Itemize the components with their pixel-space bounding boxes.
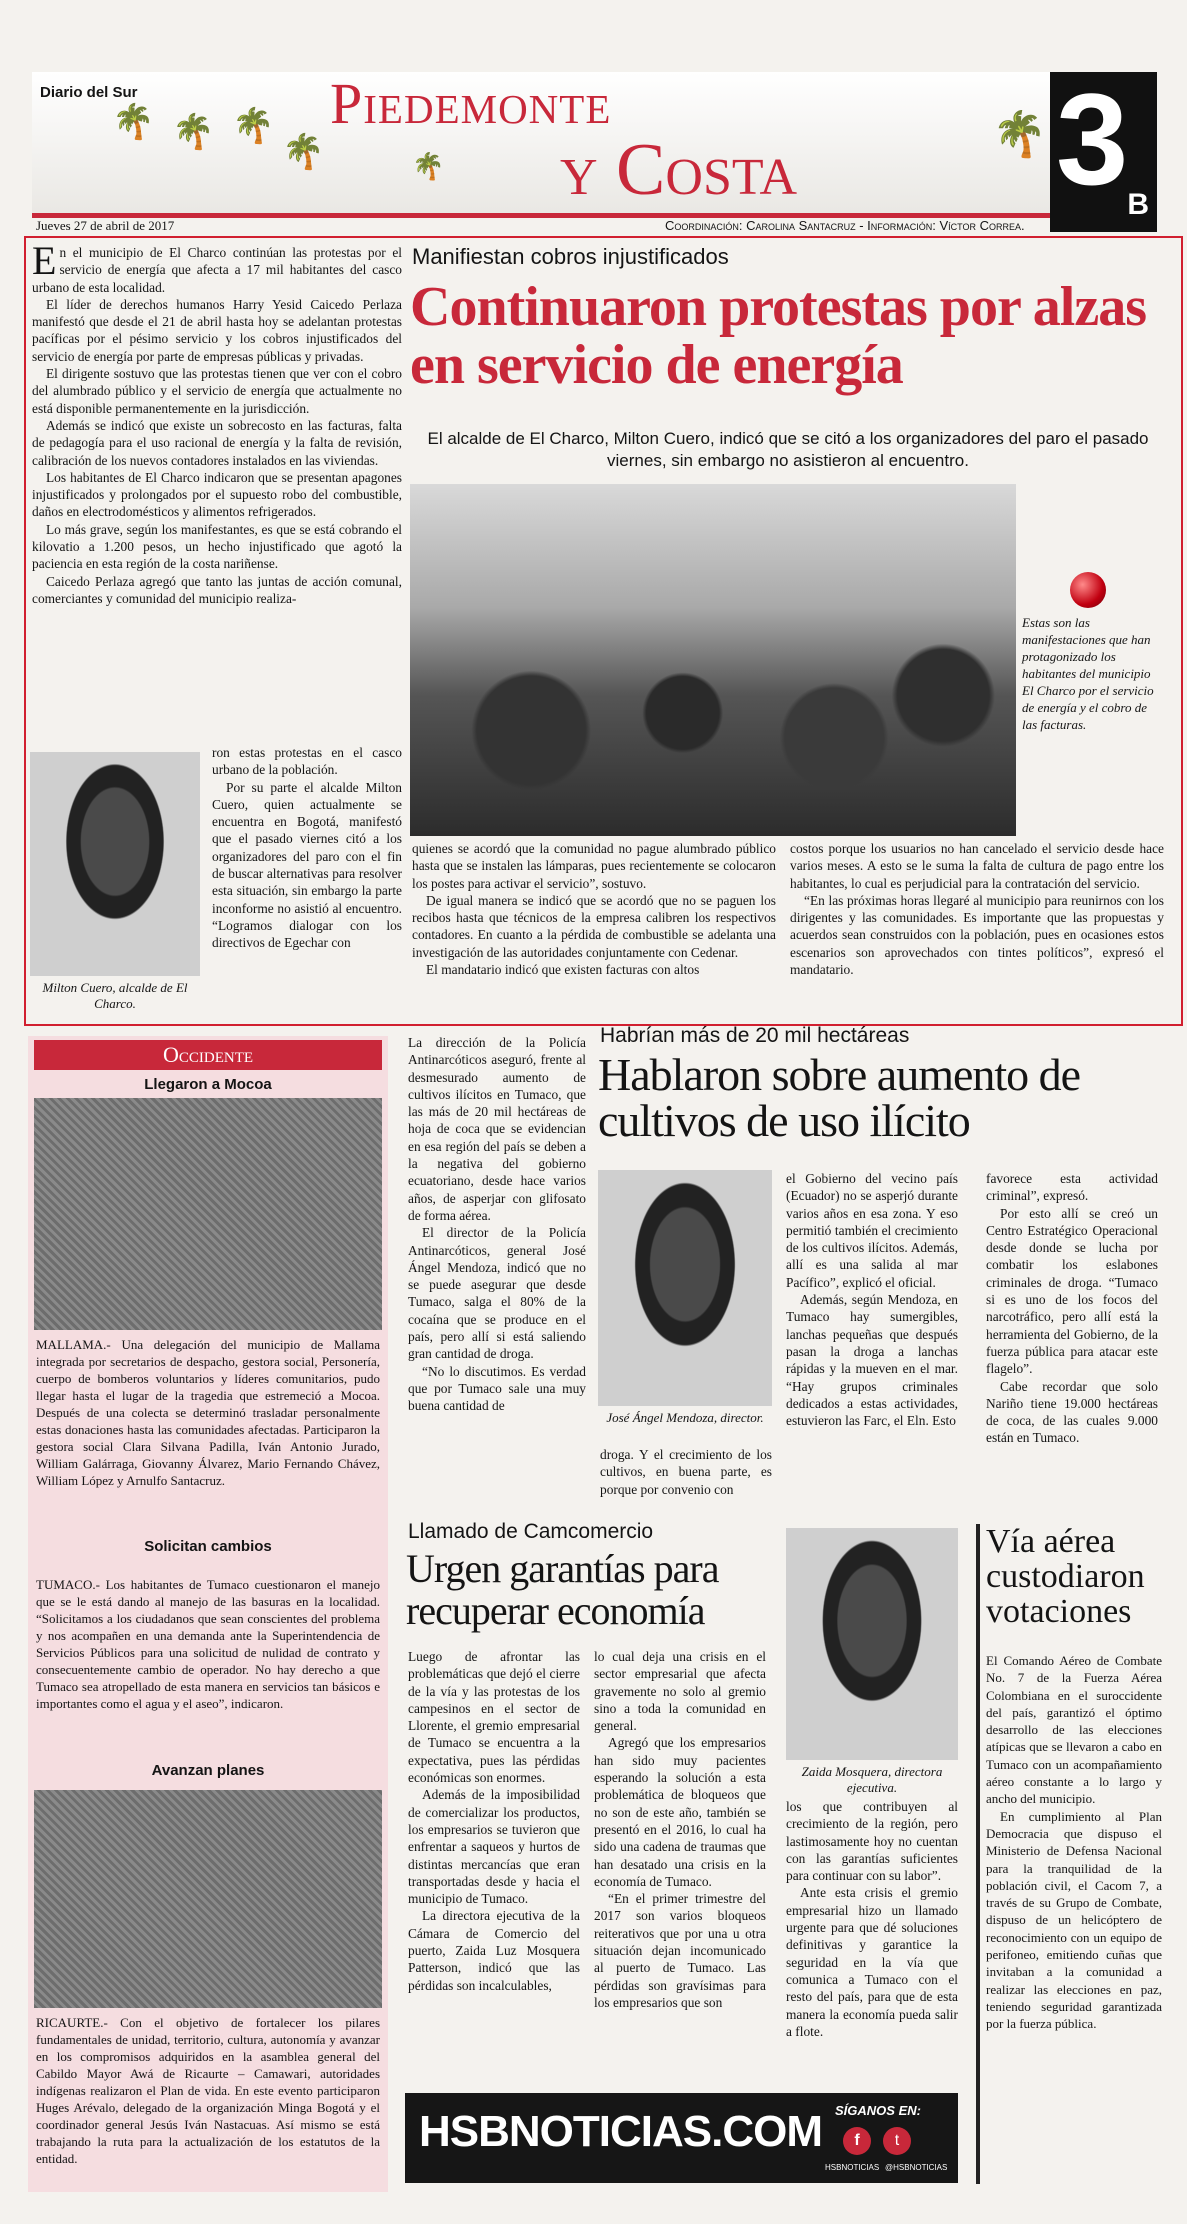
- palm-tree-icon: 🌴: [112, 104, 155, 141]
- page-number-block: [1050, 66, 1157, 232]
- newspaper-name: Diario del Sur: [40, 84, 138, 101]
- story4-body: El Comando Aéreo de Combate No. 7 de la Fuerza Aérea Colombiana en el suroccidente del país, garantizó el óptimo desarrollo de las elecciones atípicas que se llevaron a cabo en Tumaco con un acompañamiento aéreo constante a lo largo y ancho del municipio. En cumplimiento al Plan Democracia que dispuso el Ministerio de Defensa Nacional para la tranquilidad de la población civil, el Cacom 7, a través de su Grupo de Combate, dispuso de un helicóptero de reconocimiento con un equipo de perifoneo, emitiendo cuñas que invitaban a la comunidad a realizar las elecciones en paz, teniendo seguridad garantizada por la fuerza pública.: [986, 1653, 1162, 2032]
- story2-col1: La dirección de la Policía Antinarcóticos aseguró, frente al desmesurado aumento de cultivos ilícitos en Tumaco, que las más de 20 mil hectáreas de hoja de coca que se evidencian en esa región del país se deben a la negativa del gobierno ecuatoriano, desde hace varios años, de asperjar con glifosato de forma aérea. El director de la Policía Antinarcóticos, general José Ángel Mendoza, indicó que no se puede asegurar que desde Tumaco, salga el 80% de la cocaína que se produce en el país, pero allí si está saliendo gran cantidad de droga. “No lo discutimos. Es verdad que por Tumaco sale una muy buena cantidad de: [408, 1035, 586, 1414]
- story3-headline: Urgen garantías para recuperar economía: [406, 1546, 719, 1633]
- s3-title: Avanzan planes: [151, 1762, 265, 1779]
- portrait-caption: Milton Cuero, alcalde de El Charco.: [42, 980, 188, 1011]
- issue-date: Jueves 27 de abril de 2017: [36, 218, 175, 233]
- lead-body-narrow: ron estas protestas en el casco urbano de la población. Por su parte el alcalde Milton Cuero, quien actualmente se encuentra en Bogotá, manifestó que el pasado viernes citó a los organizadores del paro con el fin de buscar alternativas para resolver esta situación, sin embargo la parte inconforme no asistió al encuentro. “Logramos dialogar con los directivos de Egechar con: [212, 745, 402, 951]
- lead-kicker: Manifiestan cobros injustificados: [412, 244, 729, 269]
- s1-body: MALLAMA.- Una delegación del municipio de Mallama integrada por secretarios de despacho, gestora social, Personería, cuerpo de bomberos voluntarios y líderes comunitarios, pudo llegar hasta el lugar de la tragedia que estremeció a Mocoa. Después de una colecta se determinó trasladar personalmente estas donaciones hasta las comunidades afectadas. Participaron la gestora social Clara Silvana Padilla, Iván Antonio Jurado, William Galárraga, Giovanny Álvarez, Mario Fernando Chávez, William López y Arnulfo Santacruz.: [36, 1337, 380, 1488]
- palm-tree-icon: 🌴: [282, 134, 325, 171]
- red-bullet-icon: [1070, 572, 1106, 608]
- ricaurte-photo: [34, 1790, 382, 2008]
- ad-handle-1: HSBNOTICIAS: [825, 2163, 880, 2172]
- milton-cuero-portrait: [30, 752, 200, 976]
- photo-caption: Estas son las manifestaciones que han protagonizado los habitantes del municipio El Charco por el servicio de energía y el cobro de las facturas.: [1022, 615, 1154, 732]
- palm-tree-icon: 🌴: [232, 108, 275, 145]
- section-title-line2: y Costa: [560, 129, 798, 211]
- s2-body: TUMACO.- Los habitantes de Tumaco cuestionaron el manejo que se le está dando al manejo de las basuras en la localidad. “Solicitamos a los ciudadanos que sean conscientes del problema y nos acompañen en una demanda ante la Superintendencia de Servicios Públicos para una solicitud de nulidad de contrato y consecuentemente cambio de operador. No hay derecho a que Tumaco sea atropellado de esta manera en servicios tan básicos e importantes como el agua y el aseo”, indicaron.: [36, 1577, 380, 1711]
- story4-rule: [976, 1524, 980, 2184]
- s2-title: Solicitan cambios: [144, 1538, 272, 1555]
- lead-deck: El alcalde de El Charco, Milton Cuero, indicó que se citó a los organizadores del paro el pasado viernes, sin embargo no asistieron al encuentro.: [427, 429, 1149, 470]
- occidente-section-title: Occidente: [34, 1040, 382, 1070]
- story2-col3: el Gobierno del vecino país (Ecuador) no se asperjó durante varios años en esa zona. Y eso permitió también el crecimiento de los cultivos ilícitos. Además, allí es una salida al mar Pacífico”, explicó el oficial. Además, según Mendoza, en Tumaco hay sumergibles, lanchas pequeñas que después pasan la droga a lanchas rápidas y la mueven en el mar. “Hay grupos criminales dedicados a estas actividades, estuvieron las Farc, el Eln. Esto: [786, 1171, 958, 1429]
- zaida-portrait: [786, 1528, 958, 1760]
- palm-tree-icon: 🌴: [992, 110, 1047, 159]
- lead-body-mid: quienes se acordó que la comunidad no pague alumbrado público hasta que se instalen las lámparas, pues recientemente se colocaron los postes para activar el servicio”, sostuvo. De igual manera se indicó que se acordó que no se paguen los recibos hasta que técnicos de la empresa calibren los respectivos contadores. En cuanto a la pérdida de combustible se adelanta una investigación de las autoridades conjuntamente con Cedenar. El mandatario indicó que existen facturas con altos: [412, 841, 776, 978]
- story3-kicker: Llamado de Camcomercio: [408, 1520, 654, 1543]
- page-number: 3: [1056, 66, 1129, 212]
- zaida-caption: Zaida Mosquera, directora ejecutiva.: [801, 1764, 943, 1795]
- story2-headline: Hablaron sobre aumento de cultivos de uso ilícito: [598, 1049, 1081, 1146]
- ad-handle-2: @HSBNOTICIAS: [885, 2163, 948, 2172]
- mocoa-photo: [34, 1098, 382, 1330]
- ad-follow-label: SÍGANOS EN:: [835, 2103, 921, 2118]
- palm-tree-icon: 🌴: [172, 114, 215, 151]
- hsb-noticias-ad[interactable]: [405, 2093, 958, 2183]
- story4-headline: Vía aérea custodiaron votaciones: [986, 1523, 1145, 1630]
- lead-body-left: En el municipio de El Charco continúan las protestas por el servicio de energía que afecta a 17 mil habitantes del casco urbano de esta localidad. El líder de derechos humanos Harry Yesid Caicedo Perlaza manifestó que desde el 21 de abril hasta hoy se adelantan protestas pacíficas por el pésimo servicio y los cobros injustificados del servicio de energía por parte de empresas públicas y privadas. El dirigente sostuvo que las protestas tienen que ver con el cobro del alumbrado público y el servicio de energía que actualmente no está disponible permanentemente en la jurisdicción. Además se indicó que existe un sobrecosto en las facturas, falta de pedagogía para el uso racional de energía y la falta de revisión, calibración de los nuevos contadores instalados en las viviendas. Los habitantes de El Charco indicaron que se presentan apagones injustificados y prolongados por el supuesto robo del combustible, daños en electrodomésticos y alimentos refrigerados. Lo más grave, según los manifestantes, es que se está cobrando el kilovatio a 1.200 pesos, un hecho injustificado que agotó la paciencia en esta región de la costa nariñense. Caicedo Perlaza agregó que tanto las juntas de acción comunal, comerciantes y comunidad del municipio realiza-: [32, 238, 402, 606]
- story2-col4: favorece esta actividad criminal”, expresó. Por esto allí se creó un Centro Estratégico Operacional desde donde se lucha por combatir los eslabones criminales de droga. “Tumaco si es uno de los focos del narcotráfico, pero allí está la herramienta del Gobierno, de la fuerza pública para atacar este flagelo”. Cabe recordar que solo Nariño tiene 19.000 hectáreas de coca, de las cuales 9.000 están en Tumaco.: [986, 1171, 1158, 1446]
- facebook-icon[interactable]: f: [843, 2127, 871, 2155]
- story3-col2: lo cual deja una crisis en el sector empresarial que afecta gravemente no solo al gremio sino a toda la comunidad en general. Agregó que los empresarios han sido muy pacientes esperando la solución a esta problemática de bloqueos que no son de este año, también se presentó en el 2016, lo cual ha sido una cadena de traumas que han desatado una crisis en la economía de Tumaco. “En el primer trimestre del 2017 son varios bloqueos reiterativos que por una u otra situación dejan incomunicado al puerto de Tumaco. Las pérdidas son gravísimas para los empresarios que son: [594, 1649, 766, 2010]
- palm-tree-icon: 🌴: [412, 152, 445, 181]
- credits-line: Coordinación: Carolina Santacruz - Información: Víctor Correa.: [665, 218, 1025, 233]
- s1-title: Llegaron a Mocoa: [144, 1076, 272, 1093]
- story2-kicker: Habrían más de 20 mil hectáreas: [600, 1024, 910, 1047]
- twitter-icon[interactable]: t: [883, 2127, 911, 2155]
- ad-logo: HSBNOTICIAS.COM: [419, 2107, 822, 2156]
- mendoza-portrait: [598, 1170, 772, 1406]
- mendoza-caption: José Ángel Mendoza, director.: [606, 1410, 764, 1425]
- story3-col1: Luego de afrontar las problemáticas que dejó el cierre de la vía y las protestas de los campesinos en el sector de Llorente, el gremio empresarial de Tumaco se encuentra a la expectativa, pues las pérdidas económicas son enormes. Además de la imposibilidad de comercializar los productos, los empresarios se tuvieron que enfrentar a saqueos y hurtos de distintas mercancías que eran transportadas desde y hacia el municipio de Tumaco. La directora ejecutiva de la Cámara de Comercio del puerto, Zaida Luz Mosquera Patterson, indicó que las pérdidas son incalculables,: [408, 1649, 580, 1993]
- section-title-line1: Piedemonte: [330, 71, 612, 136]
- page-section-letter: B: [1127, 188, 1149, 221]
- drop-cap: E: [32, 238, 57, 283]
- story3-col3: los que contribuyen al crecimiento de la región, pero lastimosamente hoy no cuentan con las garantías suficientes para continuar con su labor”. Ante esta crisis el gremio empresarial hizo un llamado urgente para que dé soluciones definitivas y garantice la seguridad en la vía que comunica a Tumaco con el resto del país, para que de esta manera la economía pueda salir a flote.: [786, 1799, 958, 2039]
- story2-col2: droga. Y el crecimiento de los cultivos, en buena parte, es porque por convenio con: [600, 1447, 772, 1497]
- lead-body-right: costos porque los usuarios no han cancelado el servicio desde hace varios meses. A esto se le suma la falta de cultura de pago entre los habitantes, lo cual es perjudicial para la contratación del servicio. “En las próximas horas llegaré al municipio para reunirnos con los dirigentes y las comunidades. Es importante que las propuestas y acuerdos sean construidos con la población, pues en ocasiones estos escenarios son aprovechados con tintes políticos”, expresó el mandatario.: [790, 841, 1164, 978]
- lead-headline: Continuaron protestas por alzas en servicio de energía: [410, 276, 1146, 396]
- s3-body: RICAURTE.- Con el objetivo de fortalecer los pilares fundamentales de unidad, territorio, cultura, autonomía y avanzar en los compromisos adquiridos en la asamblea general del Cabildo Mayor Awá de Ricaurte – Camawari, autoridades indígenas realizaron el Plan de vida. En este evento participaron Huges Arévalo, delegado de la organización Minga Bogotá y el coordinador general Jesús Iván Nastacuas. Así mismo se está trabajando la ruta para la actualización de los estatutos de la entidad.: [36, 2015, 380, 2166]
- protest-photo: [410, 484, 1016, 836]
